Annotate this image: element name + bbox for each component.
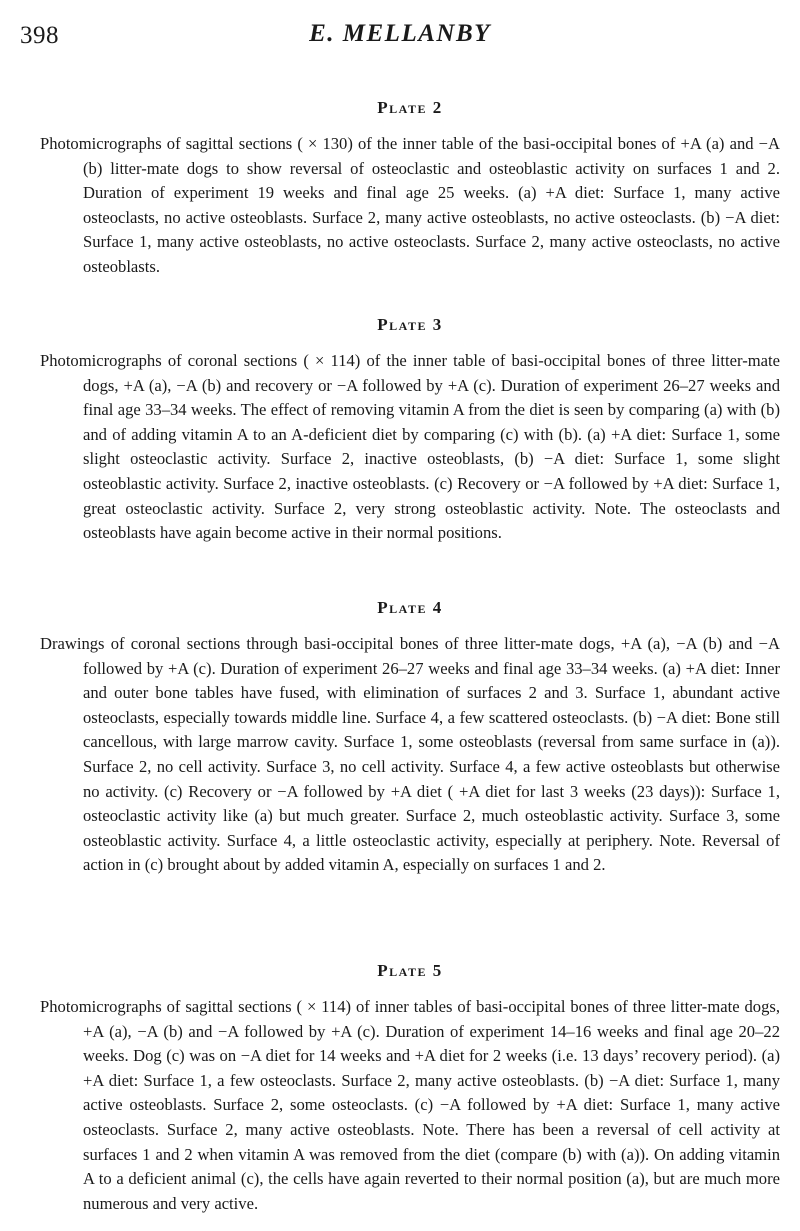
- running-head: E. MELLANBY: [309, 20, 491, 47]
- plate-2-caption: Photomicrographs of sagittal sections ( × 130) of the inner table of the basi-occipital bones of +A (a) and −A (b) litter-mate dogs to show reversal of osteoclastic and osteoblastic activity on surfaces 1 and 2. Duration of experiment 19 weeks and final age 25 weeks. (a) +A diet: Surface 1, many active osteoclasts, no active osteoblasts. Surface 2, many active osteoblasts, no active osteoclasts. (b) −A diet: Surface 1, many active osteoblasts, no active osteoclasts. Surface 2, many active osteoclasts, no active osteoblasts.: [40, 134, 780, 276]
- plate-5-caption: Photomicrographs of sagittal sections ( × 114) of inner tables of basi-occipital bones of three litter-mate dogs, +A (a), −A (b) and −A followed by +A (c). Duration of experiment 14–16 weeks and final age 20–22 weeks. Dog (c) was on −A diet for 14 weeks and +A diet for 2 weeks (i.e. 13 days’ recovery period). (a) +A diet: Surface 1, a few osteoclasts. Surface 2, many active osteoblasts. (b) −A diet: Surface 1, many active osteoblasts. Surface 2, some osteoclasts. (c) −A followed by +A diet: Surface 1, many active osteoclasts. Surface 2, many active osteoblasts. Note. There has been a reversal of cell activity at surfaces 1 and 2 when vitamin A was removed from the diet (compare (b) with (a)). On adding vitamin A to a deficient animal (c), the cells have again reverted to their normal position (a), but are much more numerous and very active.: [40, 997, 780, 1213]
- plate-3-title: Plate 3: [377, 315, 443, 334]
- page-number: 398: [20, 22, 59, 49]
- plate-3-caption: Photomicrographs of coronal sections ( × 114) of the inner table of basi-occipital bones of three litter-mate dogs, +A (a), −A (b) and recovery or −A followed by +A (c). Duration of experiment 26–27 weeks and final age 33–34 weeks. The effect of removing vitamin A from the diet is seen by comparing (a) with (b) and of adding vitamin A to an A-deficient diet by comparing (c) with (b). (a) +A diet: Surface 1, some slight osteoclastic activity. Surface 2, inactive osteoblasts, (b) −A diet: Surface 1, some slight osteoblastic activity. Surface 2, inactive osteoblasts. (c) Recovery or −A followed by +A diet: Surface 1, great osteoclastic activity. Surface 2, very strong osteoblastic activity. Note. The osteoclasts and osteoblasts have again become active in their normal positions.: [40, 351, 780, 543]
- plate-4-title: Plate 4: [377, 598, 443, 617]
- plate-2-section: [40, 98, 780, 280]
- plate-4-section: [40, 598, 780, 878]
- plate-4-caption: Drawings of coronal sections through basi-occipital bones of three litter-mate dogs, +A (a), −A (b) and −A followed by +A (c). Duration of experiment 26–27 weeks and final age 33–34 weeks. (a) +A diet: Inner and outer bone tables have fused, with elimination of surfaces 2 and 3. Surface 1, abundant active osteoclasts, especially towards middle line. Surface 4, a few scattered osteoclasts. (b) −A diet: Bone still cancellous, with large marrow cavity. Surface 1, some osteoblasts (reversal from same surface in (a)). Surface 2, no cell activity. Surface 3, no cell activity. Surface 4, a few active osteoblasts but otherwise no activity. (c) Recovery or −A followed by +A diet ( +A diet for last 3 weeks (23 days)): Surface 1, osteoclastic activity like (a) but much greater. Surface 2, much osteoblastic activity. Surface 3, some osteoblastic activity. Surface 4, a little osteoclastic activity, especially at periphery. Note. Reversal of action in (c) brought about by added vitamin A, especially on surfaces 1 and 2.: [40, 634, 780, 875]
- plate-5-title: Plate 5: [377, 961, 443, 980]
- plate-2-title: Plate 2: [377, 98, 443, 117]
- plate-5-section: [40, 961, 780, 1216]
- plate-3-section: [40, 315, 780, 546]
